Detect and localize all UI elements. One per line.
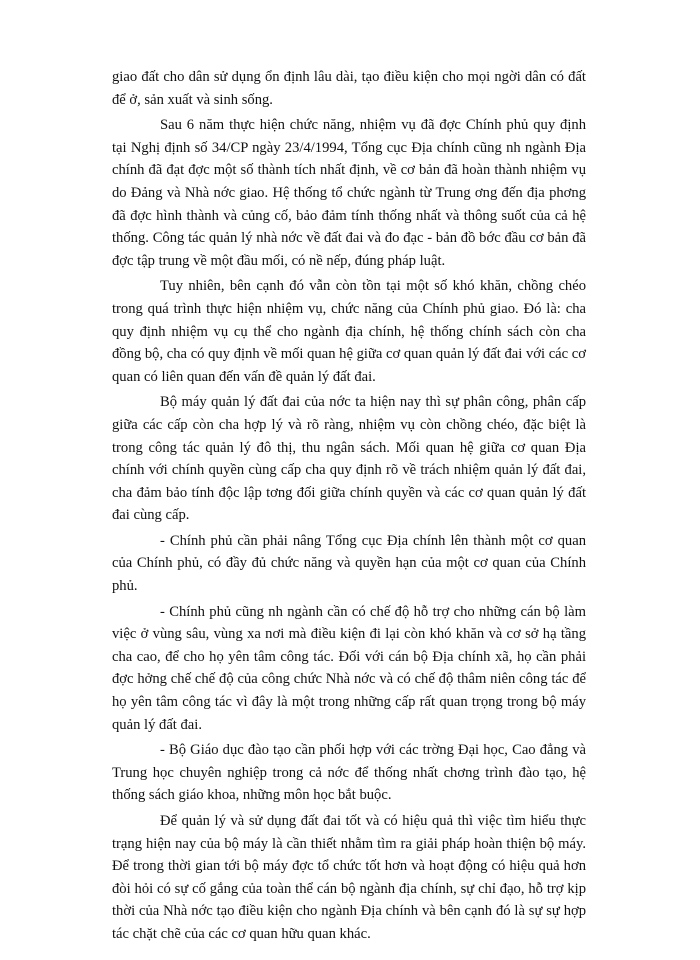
paragraph-recommendation-education: - Bộ Giáo dục đào tạo cần phối hợp với các trờng Đại học, Cao đẳng và Trung học chuyên nghiệp trong cả nớc để thống nhất chơng trình đào tạo, hệ thống sách giáo khoa, những môn học bắt buộc.	[112, 742, 586, 804]
paragraph-recommendation-government: - Chính phủ cần phải nâng Tổng cục Địa chính lên thành một cơ quan của Chính phủ, có đầy đủ chức năng và quyền hạn của một cơ quan của Chính phủ.	[112, 532, 586, 595]
paragraph-recommendation-support: - Chính phủ cũng nh ngành cần có chế độ hỗ trợ cho những cán bộ làm việc ở vùng sâu, vùng xa nơi mà điều kiện đi lại còn khó khăn và cơ sở hạ tầng cha cao, để cho họ yên tâm công tác. Đối với cán bộ Địa chính xã, họ cần phải đợc hởng chế chế độ của công chức Nhà nớc và có chế độ thâm niên công tác để họ yên tâm công tác vì đây là một trong những cấp rất quan trọng trong bộ máy quản lý đất đai.	[112, 603, 586, 733]
paragraph-difficulties: Tuy nhiên, bên cạnh đó vẫn còn tồn tại một số khó khăn, chồng chéo trong quá trình thực hiện nhiệm vụ, chức năng của Chính phủ giao. Đó là: cha quy định nhiệm vụ cụ thể cho ngành địa chính, hệ thống chính sách còn cha đồng bộ, cha có quy định về mối quan hệ giữa cơ quan quản lý đất đai với các cơ quan có liên quan đến vấn đề quản lý đất đai.	[112, 278, 586, 385]
paragraph-management-apparatus: Bộ máy quản lý đất đai của nớc ta hiện nay thì sự phân công, phân cấp giữa các cấp còn cha hợp lý và rõ ràng, nhiệm vụ còn chồng chéo, đặc biệt là trong công tác quản lý đô thị, thu ngân sách. Mối quan hệ giữa cơ quan Địa chính với chính quyền cùng cấp cha quy định rõ về trách nhiệm quản lý đất đai, cha đảm bảo tính độc lập tơng đối giữa chính quyền và các cơ quan quản lý đất đai cùng cấp.	[112, 394, 586, 524]
document-page	[112, 66, 586, 949]
paragraph-six-years-results: Sau 6 năm thực hiện chức năng, nhiệm vụ đã đợc Chính phủ quy định tại Nghị định số 34/CP ngày 23/4/1994, Tổng cục Địa chính cũng nh ngành Địa chính đã đạt đợc một số thành tích nhất định, về cơ bản đã hoàn thành nhiệm vụ do Đảng và Nhà nớc giao. Hệ thống tổ chức ngành từ Trung ơng đến địa phơng đã đợc hình thành và củng cố, bảo đảm tính thống nhất và thông suốt của cả hệ thống. Công tác quản lý nhà nớc về đất đai và đo đạc - bản đồ bớc đầu cơ bản đã đợc tập trung về một đầu mối, có nề nếp, đúng pháp luật.	[112, 117, 586, 269]
paragraph-land-allocation: giao đất cho dân sử dụng ổn định lâu dài, tạo điều kiện cho mọi ngời dân có đất để ở, sản xuất và sinh sống.	[112, 69, 586, 108]
paragraph-conclusion: Để quản lý và sử dụng đất đai tốt và có hiệu quả thì việc tìm hiểu thực trạng hiện nay của bộ máy là cần thiết nhằm tìm ra giải pháp hoàn thiện bộ máy. Để trong thời gian tới bộ máy đợc tổ chức tốt hơn và hoạt động có hiệu quả hơn đòi hỏi có sự cố gắng của toàn thể cán bộ ngành địa chính, sự chỉ đạo, hỗ trợ kịp thời của Nhà nớc tạo điều kiện cho ngành Địa chính và bên cạnh đó là sự sự hợp tác chặt chẽ của các cơ quan hữu quan khác.	[112, 813, 586, 942]
